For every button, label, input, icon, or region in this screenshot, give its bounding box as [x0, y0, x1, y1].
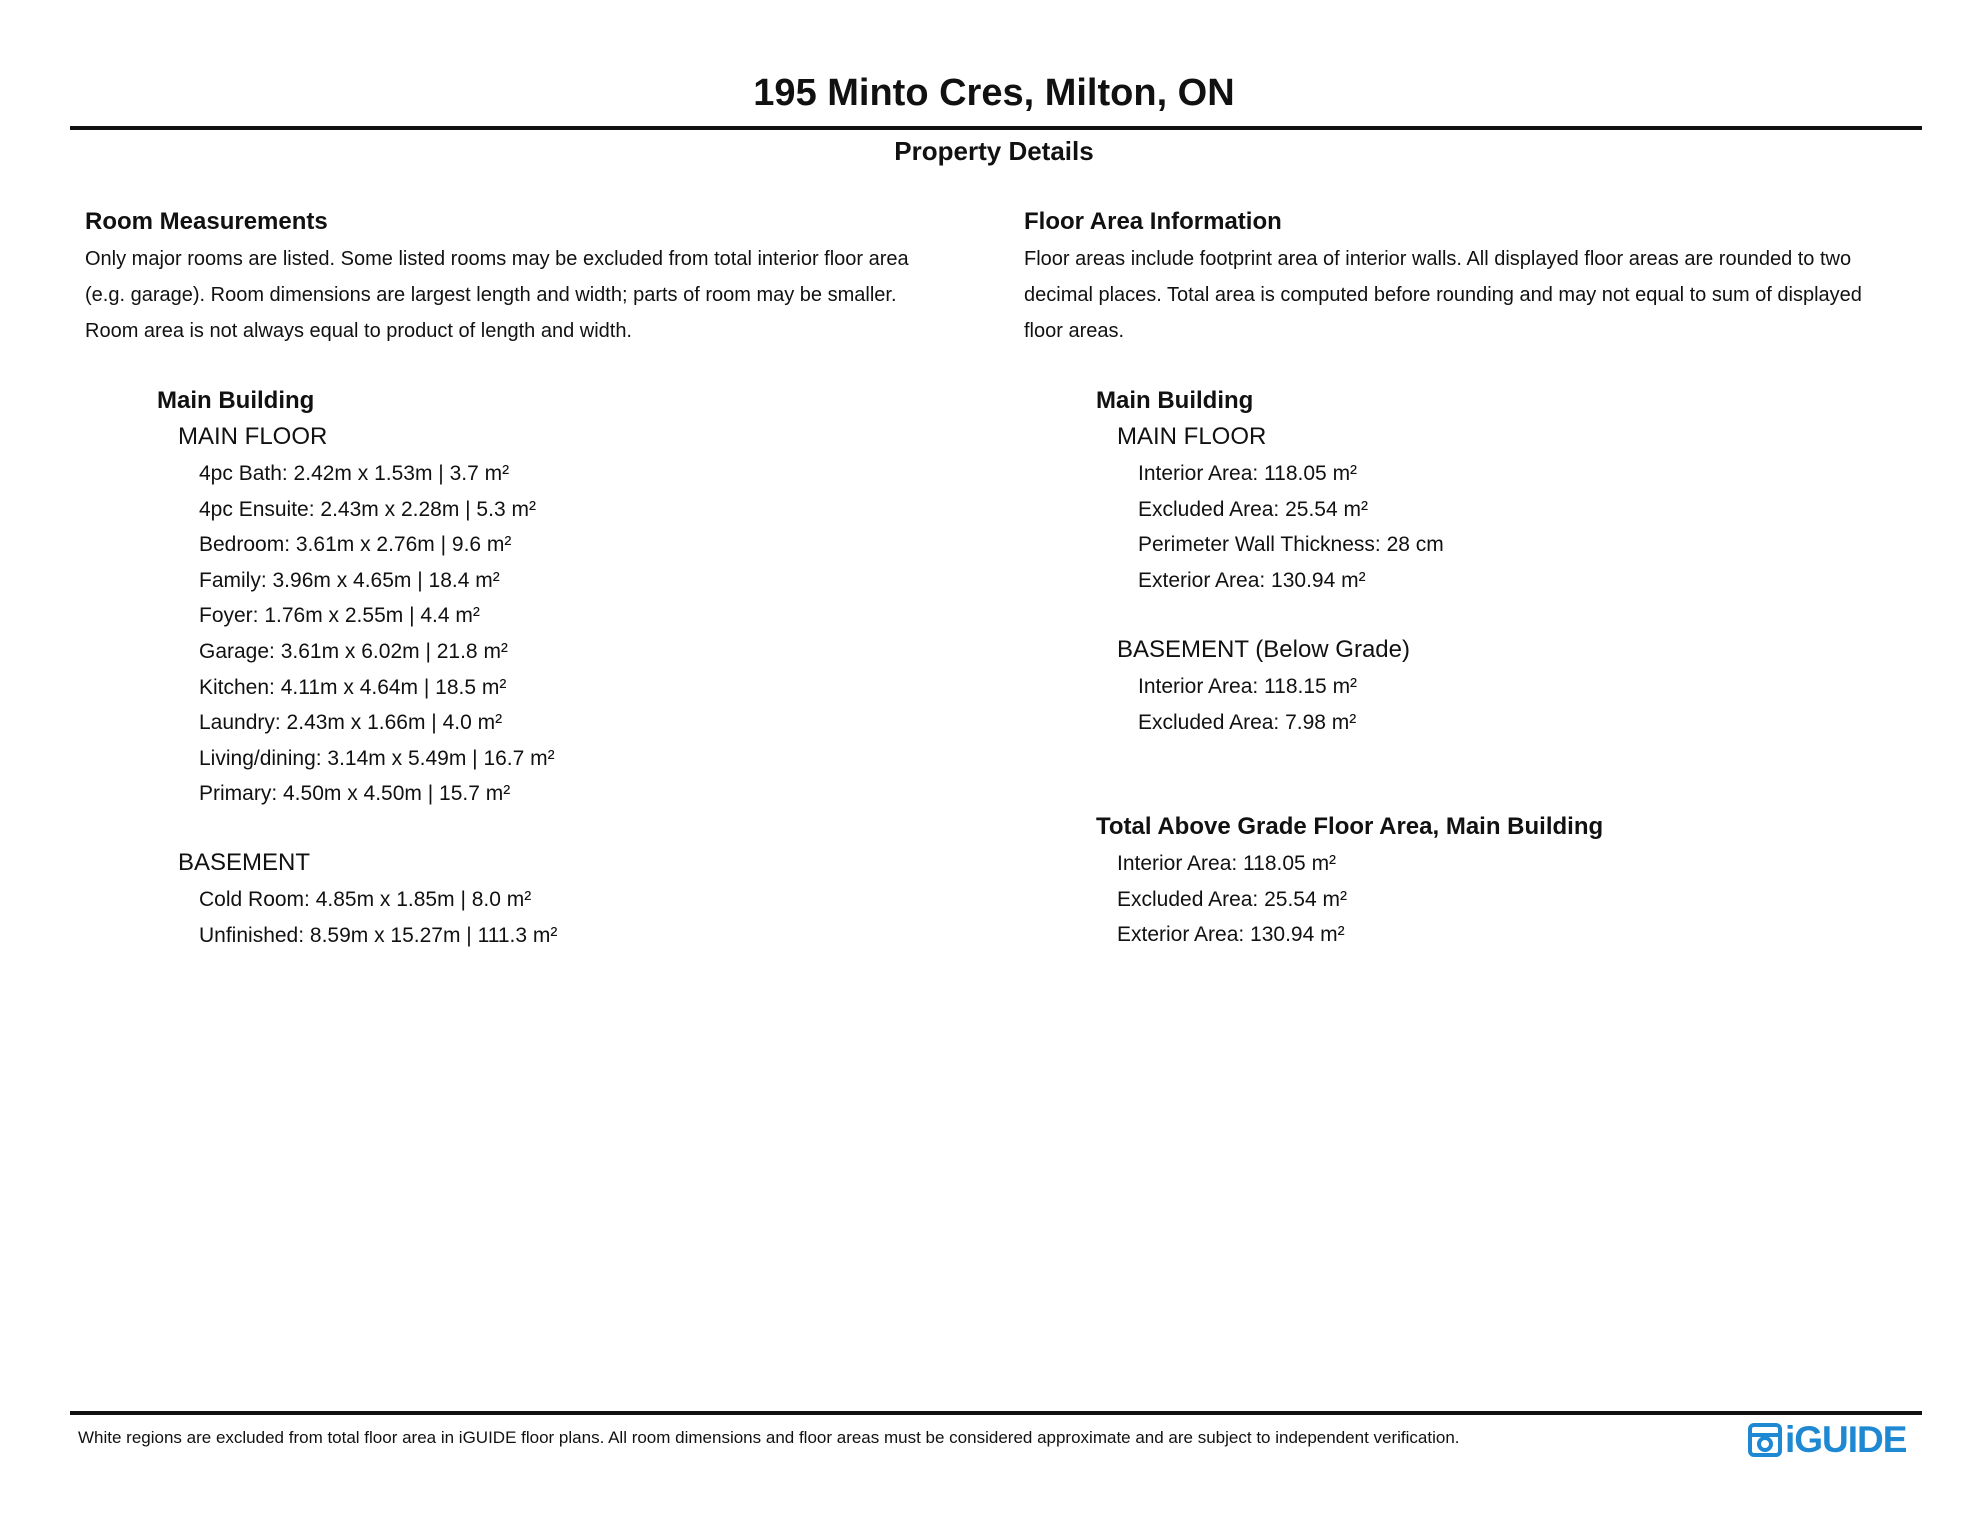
list-item: Garage: 3.61m x 6.02m | 21.8 m²	[199, 639, 508, 663]
description-line: floor areas.	[1024, 320, 1125, 342]
list-item: Laundry: 2.43m x 1.66m | 4.0 m²	[199, 711, 503, 735]
list-item: Foyer: 1.76m x 2.55m | 4.4 m²	[199, 604, 480, 628]
floor-area-building-title: Main Building	[1096, 387, 1254, 414]
room-measurements-description	[85, 241, 909, 349]
rooms-building-title: Main Building	[157, 387, 315, 414]
rooms-basement-list	[199, 882, 557, 953]
floor-area-description	[1024, 241, 1862, 349]
description-line: Only major rooms are listed. Some listed rooms may be excluded from total interior floor area	[85, 248, 909, 270]
rooms-main-floor-title: MAIN FLOOR	[178, 423, 328, 450]
list-item: Excluded Area: 25.54 m²	[1117, 887, 1347, 911]
list-item: Unfinished: 8.59m x 15.27m | 111.3 m²	[199, 923, 558, 947]
list-item: Family: 3.96m x 4.65m | 18.4 m²	[199, 568, 500, 592]
list-item: Exterior Area: 130.94 m²	[1138, 568, 1366, 592]
floor-area-heading: Floor Area Information	[1024, 208, 1282, 235]
page-subtitle: Property Details	[894, 136, 1094, 166]
description-line: Room area is not always equal to product of length and width.	[85, 320, 632, 342]
floor-area-basement-list	[1138, 669, 1357, 740]
list-item: 4pc Bath: 2.42m x 1.53m | 3.7 m²	[199, 462, 510, 485]
rooms-main-floor-list	[199, 456, 555, 812]
footer-disclaimer: White regions are excluded from total floor area in iGUIDE floor plans. All room dimensions and floor areas must be considered approximate and are subject to independent verification.	[78, 1428, 1460, 1447]
header-divider	[70, 126, 1922, 130]
description-line: Floor areas include footprint area of interior walls. All displayed floor areas are rounded to two	[1024, 248, 1852, 270]
iguide-camera-icon	[1748, 1423, 1782, 1457]
list-item: Bedroom: 3.61m x 2.76m | 9.6 m²	[199, 533, 512, 557]
description-line: (e.g. garage). Room dimensions are largest length and width; parts of room may be smaller.	[85, 284, 897, 306]
list-item: Kitchen: 4.11m x 4.64m | 18.5 m²	[199, 675, 507, 699]
list-item: 4pc Ensuite: 2.43m x 2.28m | 5.3 m²	[199, 497, 536, 521]
floor-area-basement-title: BASEMENT (Below Grade)	[1117, 636, 1410, 663]
rooms-basement-title: BASEMENT	[178, 849, 311, 876]
floor-area-main-floor-title: MAIN FLOOR	[1117, 423, 1267, 450]
list-item: Interior Area: 118.05 m²	[1117, 852, 1337, 875]
description-line: decimal places. Total area is computed before rounding and may not equal to sum of displayed	[1024, 284, 1862, 306]
iguide-logo	[1748, 1418, 1906, 1462]
list-item: Perimeter Wall Thickness: 28 cm	[1138, 533, 1444, 557]
list-item: Living/dining: 3.14m x 5.49m | 16.7 m²	[199, 746, 555, 770]
list-item: Excluded Area: 25.54 m²	[1138, 497, 1368, 521]
footer-divider	[70, 1411, 1922, 1415]
room-measurements-heading: Room Measurements	[85, 208, 328, 235]
list-item: Excluded Area: 7.98 m²	[1138, 710, 1357, 734]
list-item: Exterior Area: 130.94 m²	[1117, 923, 1345, 947]
list-item: Interior Area: 118.15 m²	[1138, 675, 1358, 698]
floor-area-main-floor-list	[1138, 456, 1444, 598]
total-floor-area-title: Total Above Grade Floor Area, Main Building	[1096, 813, 1604, 840]
page-title: 195 Minto Cres, Milton, ON	[753, 72, 1235, 114]
list-item: Cold Room: 4.85m x 1.85m | 8.0 m²	[199, 888, 532, 911]
total-floor-area-list	[1117, 846, 1347, 953]
list-item: Primary: 4.50m x 4.50m | 15.7 m²	[199, 782, 511, 806]
list-item: Interior Area: 118.05 m²	[1138, 462, 1358, 485]
logo-text: iGUIDE	[1785, 1419, 1907, 1460]
